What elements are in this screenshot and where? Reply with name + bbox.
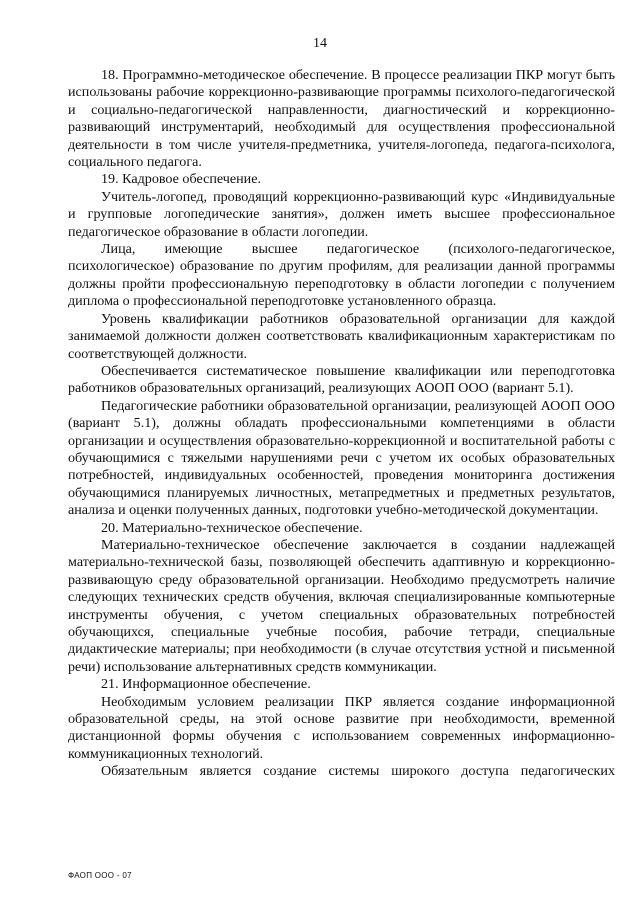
paragraph-access-system: Обязательным является создание системы широкого доступа педагогических	[101, 763, 615, 780]
heading-material-support: 20. Материально-техническое обеспечение.	[101, 519, 363, 536]
paragraph-qualification-level: Уровень квалификации работников образовательной организации для каждой занимаемой должности должен соответствовать квалификационным характеристикам по соответствующей должности.	[68, 310, 615, 362]
paragraph-speech-therapist: Учитель-логопед, проводящий коррекционно-развивающий курс «Индивидуальные и групповые логопедические занятия», должен иметь высшее профессиональное педагогическое образование в области логопедии.	[68, 188, 615, 240]
paragraph-retraining: Лица, имеющие высшее педагогическое (психолого-педагогическое, психологическое) образование по другим профилям, для реализации данной программы должны пройти профессиональную переподготовку в области логопедии с получением диплома о профессиональной переподготовке установленного образца.	[68, 241, 615, 310]
page-number: 14	[313, 36, 327, 51]
heading-information-support: 21. Информационное обеспечение.	[101, 676, 311, 693]
heading-staffing: 19. Кадровое обеспечение.	[101, 171, 261, 188]
document-body	[68, 67, 615, 781]
paragraph-material-base: Материально-техническое обеспечение заключается в создании надлежащей материально-технической базы, позволяющей обеспечить адаптивную и коррекционно-развивающую среду образовательной организации. Необходимо предусмотреть наличие следующих технических средств обучения, включая специализированные компьютерные инструменты обучения, с учетом специальных образовательных потребностей обучающихся, специальные учебные пособия, рабочие тетради, специальные дидактические материалы; при необходимости (в случае отсутствия устной и письменной речи) использование альтернативных средств коммуникации.	[68, 536, 615, 675]
paragraph-teacher-competencies: Педагогические работники образовательной организации, реализующей АООП ООО (вариант 5.1), должны обладать профессиональными компетенциями в области организации и осуществления образовательно-коррекционной и воспитательной работы с обучающимися с тяжелыми нарушениями речи с учетом их особых образовательных потребностей, индивидуальных особенностей, проведения мониторинга достижения обучающимися планируемых личностных, метапредметных и предметных результатов, анализа и оценки полученных данных, подготовки учебно-методической документации.	[68, 397, 615, 519]
paragraph-professional-development: Обеспечивается систематическое повышение квалификации или переподготовка работников образовательных организаций, реализующих АООП ООО (вариант 5.1).	[68, 362, 615, 397]
document-footer-code: ФАОП ООО - 07	[68, 871, 132, 880]
paragraph-information-environment: Необходимым условием реализации ПКР является создание информационной образовательной среды, на этой основе развитие при необходимости, временной дистанционной формы обучения с использованием современных информационно-коммуникационных технологий.	[68, 693, 615, 762]
paragraph-methodological-support: 18. Программно-методическое обеспечение. В процессе реализации ПКР могут быть использованы рабочие коррекционно-развивающие программы психолого-педагогической и социально-педагогической направленности, диагностический и коррекционно-развивающий инструментарий, необходимый для осуществления профессиональной деятельности в том числе учителя-предметника, учителя-логопеда, педагога-психолога, социального педагога.	[68, 67, 615, 171]
